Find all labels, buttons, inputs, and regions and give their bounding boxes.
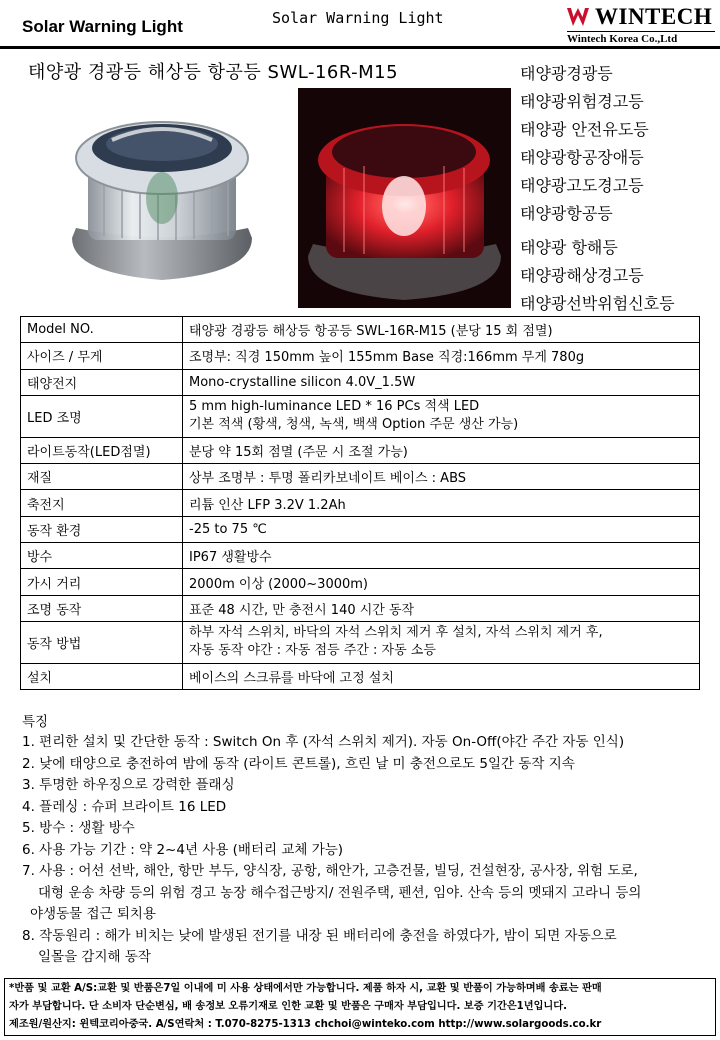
alias-item: 태양광고도경고등 <box>520 176 644 195</box>
spec-table <box>20 316 700 690</box>
feature-item: 1. 편리한 설치 및 간단한 동작 : Switch On 후 (자석 스위치 제거). 자동 On-Off(야간 주간 자동 인식) <box>22 734 625 750</box>
spec-key: 태양전지 <box>21 369 183 395</box>
feature-item: 5. 방수 : 생활 방수 <box>22 820 135 836</box>
alias-item: 태양광항공장애등 <box>520 148 644 167</box>
spec-row-install <box>21 663 700 689</box>
feature-item-principle <box>22 926 712 969</box>
spec-value-line: 기본 적색 (황색, 청색, 녹색, 백색 Option 주문 생산 가능) <box>189 417 519 433</box>
spec-value: 표준 48 시간, 만 충전시 140 시간 동작 <box>183 595 700 621</box>
alias-item: 태양광 항해등 <box>520 238 618 257</box>
alias-item: 태양광위험경고등 <box>520 92 644 111</box>
header-left-title: Solar Warning Light <box>22 17 183 36</box>
feature-line: 대형 운송 차량 등의 위험 경고 농장 해수접근방지/ 전원주택, 펜션, 임야. 산속 등의 멧돼지 고라니 등의 <box>38 884 642 901</box>
spec-value: 상부 조명부 : 투명 폴리카보네이트 베이스 : ABS <box>183 464 700 490</box>
spec-row-led <box>21 395 700 437</box>
spec-value: 2000m 이상 (2000~3000m) <box>183 569 700 595</box>
spec-key: 동작 환경 <box>21 516 183 542</box>
alias-item: 태양광 안전유도등 <box>520 120 649 139</box>
spec-key: 조명 동작 <box>21 595 183 621</box>
feature-line: 일몰을 감지해 동작 <box>38 949 151 965</box>
spec-row-model <box>21 317 700 343</box>
logo-text: WINTECH <box>595 4 713 29</box>
spec-value: Mono-crystalline silicon 4.0V_1.5W <box>183 369 700 395</box>
spec-row-battery <box>21 490 700 516</box>
spec-key: Model NO. <box>21 317 183 343</box>
spec-value <box>183 395 700 437</box>
feature-item: 6. 사용 가능 기간 : 약 2~4년 사용 (배터리 교체 가능) <box>22 841 344 858</box>
alias-item: 태양광해상경고등 <box>520 266 644 285</box>
spec-key: 가시 거리 <box>21 569 183 595</box>
spec-value-line: 5 mm high-luminance LED * 16 PCs 적색 LED <box>189 399 480 415</box>
page-header <box>0 0 720 48</box>
spec-row-flash <box>21 437 700 463</box>
feature-line: 8. 작동원리 : 해가 비치는 낮에 발생된 전기를 내장 된 배터리에 충전을 하였다가, 밤이 되면 자동으로 <box>22 927 617 944</box>
product-title: 태양광 경광등 해상등 항공등 SWL-16R-M15 <box>28 62 399 83</box>
feature-item: 2. 낮에 태양으로 충전하여 밤에 동작 (라이트 콘트롤), 흐린 날 미 충전으로도 5일간 동작 지속 <box>22 755 575 772</box>
header-divider <box>0 46 720 49</box>
spec-key: 재질 <box>21 464 183 490</box>
features-heading: 특징 <box>22 714 49 730</box>
spec-key: 축전지 <box>21 490 183 516</box>
feature-item-usage <box>22 861 712 926</box>
features-section <box>22 712 712 969</box>
alias-item: 태양광경광등 <box>520 64 613 83</box>
return-policy-notice <box>4 978 716 1036</box>
alias-item: 태양광선박위험신호등 <box>520 294 675 313</box>
clear-lamp-image <box>52 88 272 298</box>
spec-row-waterproof <box>21 543 700 569</box>
spec-value: 태양광 경광등 해상등 항공등 SWL-16R-M15 (분당 15 회 점멸) <box>183 317 700 343</box>
spec-row-visibility <box>21 569 700 595</box>
spec-key: LED 조명 <box>21 395 183 437</box>
wintech-logo-icon <box>565 6 591 28</box>
red-lamp-image <box>298 88 511 308</box>
notice-line: *반품 및 교환 A/S:교환 및 반품은7일 이내에 미 사용 상태에서만 가능합니다. 제품 하자 시, 교환 및 반품이 가능하며배 송료는 판매 <box>9 983 602 994</box>
clear-lamp-photo <box>52 88 272 298</box>
feature-item: 3. 투명한 하우징으로 강력한 플래싱 <box>22 777 235 793</box>
spec-value: IP67 생활방수 <box>183 543 700 569</box>
spec-row-runtime <box>21 595 700 621</box>
spec-row-method <box>21 621 700 663</box>
spec-row-size <box>21 343 700 369</box>
feature-item: 4. 플레싱 : 슈퍼 브라이트 16 LED <box>22 798 227 815</box>
spec-value-line: 자동 동작 야간 : 자동 점등 주간 : 자동 소등 <box>189 643 436 659</box>
spec-value: -25 to 75 ℃ <box>183 516 700 542</box>
spec-value: 리튬 인산 LFP 3.2V 1.2Ah <box>183 490 700 516</box>
wintech-logo <box>565 2 715 46</box>
spec-value: 분당 약 15회 점멸 (주문 시 조절 가능) <box>183 437 700 463</box>
spec-row-solar <box>21 369 700 395</box>
notice-line: 자가 부담합니다. 단 소비자 단순변심, 배 송정보 오류기재로 인한 교환 및 반품은 구매자 부담입니다. 보증 기간은1년입니다. <box>9 1001 567 1012</box>
spec-key: 라이트동작(LED점멸) <box>21 437 183 463</box>
spec-key: 동작 방법 <box>21 621 183 663</box>
spec-value <box>183 621 700 663</box>
feature-line: 야생동물 접근 퇴치용 <box>30 906 156 922</box>
spec-row-material <box>21 464 700 490</box>
spec-value: 베이스의 스크류를 바닥에 고정 설치 <box>183 663 700 689</box>
feature-line: 7. 사용 : 어선 선박, 해안, 항만 부두, 양식장, 공항, 해안가, 고층건물, 빌딩, 건설현장, 공사장, 위험 도로, <box>22 863 638 879</box>
spec-row-environment <box>21 516 700 542</box>
spec-value-line: 하부 자석 스위치, 바닥의 자석 스위치 제거 후 설치, 자석 스위치 제거 후, <box>189 625 603 641</box>
spec-key: 사이즈 / 무게 <box>21 343 183 369</box>
notice-line: 제조원/원산지: 윈텍코리아중국. A/S연락처 : T.070-8275-1313 chchoi@winteko.com http://www.solargoods.co.kr <box>9 1019 602 1030</box>
header-center-title: Solar Warning Light <box>272 9 444 27</box>
alias-list <box>520 60 716 318</box>
spec-key: 방수 <box>21 543 183 569</box>
spec-value: 조명부: 직경 150mm 높이 155mm Base 직경:166mm 무게 780g <box>183 343 700 369</box>
alias-item: 태양광항공등 <box>520 204 613 223</box>
logo-subtitle: Wintech Korea Co.,Ltd <box>567 31 715 45</box>
spec-key: 설치 <box>21 663 183 689</box>
red-lamp-photo <box>298 88 511 308</box>
